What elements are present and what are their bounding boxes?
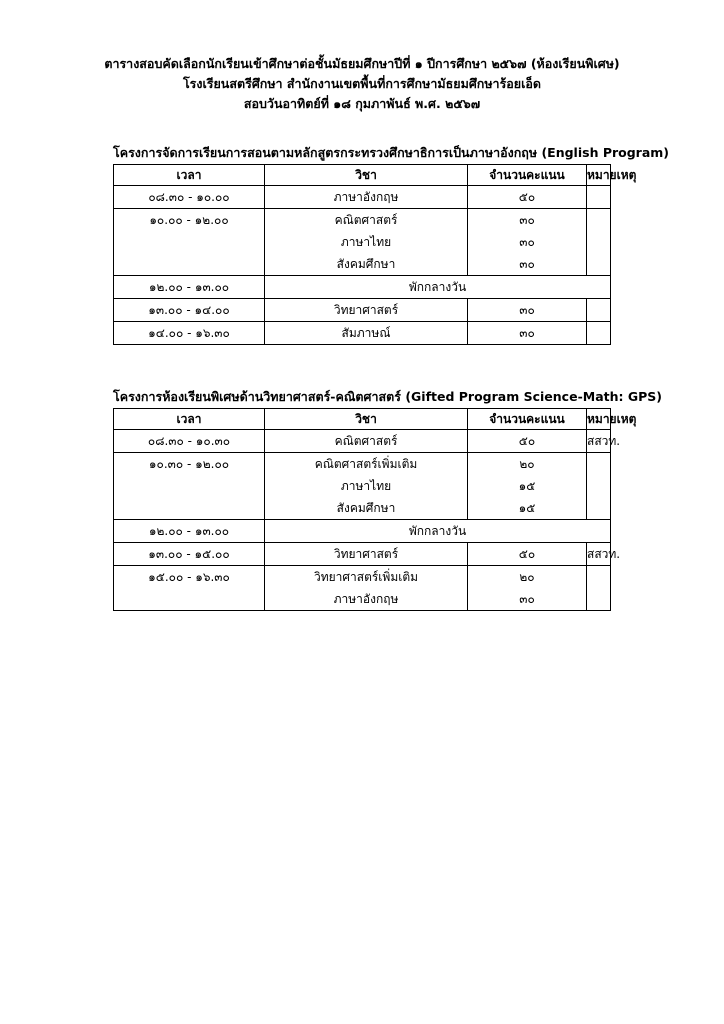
subject-name: คณิตศาสตร์	[334, 434, 398, 448]
score-cell	[468, 209, 587, 276]
time-cell	[114, 453, 265, 520]
column-header-note: หมายเหตุ	[587, 409, 611, 430]
note-text: สสวท.	[587, 434, 621, 448]
score-cell	[468, 566, 587, 611]
score-value: ๕๐	[518, 190, 536, 204]
table-header	[114, 409, 637, 430]
header-row	[114, 165, 611, 186]
table-row	[114, 430, 611, 453]
time-range: ๑๔.๐๐ - ๑๖.๓๐	[148, 326, 230, 340]
subject-name: สัมภาษณ์	[341, 326, 391, 340]
score-value: ๒๐	[519, 570, 535, 584]
column-header-time: เวลา	[114, 165, 265, 186]
score-cell	[468, 186, 587, 209]
header-title: ตารางสอบคัดเลือกนักเรียนเข้าศึกษาต่อชั้นมัธยมศึกษาปีที่ ๑ ปีการศึกษา ๒๕๖๗ (ห้องเรียนพิเศษ)	[104, 56, 620, 71]
note-text: สสวท.	[587, 547, 621, 561]
score-value: ๓๐	[519, 303, 535, 317]
note-cell	[587, 543, 621, 566]
time-range: ๑๒.๐๐ - ๑๓.๐๐	[148, 524, 230, 538]
time-range: ๐๘.๓๐ - ๑๐.๓๐	[147, 434, 231, 448]
score-value: ๕๐	[518, 547, 536, 561]
score-cell	[468, 543, 587, 566]
header-row	[114, 409, 611, 430]
note-cell	[587, 209, 611, 276]
table-row	[114, 209, 611, 276]
column-header-score: จำนวนคะแนน	[468, 165, 587, 186]
subject-cell	[265, 430, 468, 453]
note-cell	[587, 299, 611, 322]
subject-name: ภาษาอังกฤษ	[333, 592, 399, 606]
time-cell	[114, 566, 265, 611]
time-range: ๐๘.๓๐ - ๑๐.๐๐	[148, 190, 230, 204]
note-cell	[587, 430, 621, 453]
time-range: ๑๕.๐๐ - ๑๖.๓๐	[148, 570, 230, 584]
score-cell	[468, 322, 587, 345]
note-cell	[587, 453, 611, 520]
subject-name: สังคมศึกษา	[336, 501, 396, 515]
score-value: ๓๐	[519, 235, 535, 249]
subject-cell	[265, 543, 468, 566]
subject-name: ภาษาไทย	[340, 235, 392, 249]
column-header-note: หมายเหตุ	[587, 165, 611, 186]
time-cell	[114, 299, 265, 322]
note-text	[587, 566, 610, 588]
subject-cell	[265, 299, 468, 322]
subject-cell	[265, 209, 468, 276]
subject-cell	[265, 322, 468, 345]
subject-name: วิทยาศาสตร์เพิ่มเติม	[313, 570, 419, 584]
table-row	[114, 520, 611, 543]
column-header-score: จำนวนคะแนน	[468, 409, 587, 430]
subject-cell	[265, 566, 468, 611]
table-row	[114, 322, 611, 345]
score-value: ๒๐	[519, 457, 535, 471]
table-row	[114, 566, 611, 611]
time-cell	[114, 209, 265, 276]
document-header	[0, 54, 724, 114]
table-row	[114, 543, 611, 566]
score-value: ๓๐	[519, 326, 535, 340]
time-cell	[114, 543, 265, 566]
schedule-table-gifted-program	[113, 408, 637, 611]
header-exam-date: สอบวันอาทิตย์ที่ ๑๘ กุมภาพันธ์ พ.ศ. ๒๕๖๗	[243, 96, 481, 111]
note-cell	[587, 322, 611, 345]
score-value: ๓๐	[519, 592, 535, 606]
time-cell	[114, 520, 265, 543]
note-text	[587, 453, 610, 475]
column-header-subject: วิชา	[265, 165, 468, 186]
lunch-break-cell	[265, 520, 611, 543]
subject-cell	[265, 453, 468, 520]
table-body	[114, 186, 611, 345]
table-body	[114, 430, 621, 611]
score-value: ๕๐	[518, 434, 536, 448]
time-cell	[114, 276, 265, 299]
subject-name: วิทยาศาสตร์	[333, 303, 399, 317]
subject-name: วิทยาศาสตร์	[333, 547, 399, 561]
subject-name: คณิตศาสตร์	[334, 213, 398, 227]
time-range: ๑๐.๐๐ - ๑๒.๐๐	[149, 213, 229, 227]
column-header-time: เวลา	[114, 409, 265, 430]
time-range: ๑๒.๐๐ - ๑๓.๐๐	[148, 280, 230, 294]
note-text	[587, 299, 610, 321]
time-cell	[114, 430, 265, 453]
time-cell	[114, 322, 265, 345]
score-value: ๑๕	[518, 479, 536, 493]
lunch-break-label: พักกลางวัน	[408, 524, 467, 538]
score-cell	[468, 453, 587, 520]
time-range: ๑๐.๓๐ - ๑๒.๐๐	[148, 457, 230, 471]
score-value: ๓๐	[519, 257, 535, 271]
subject-name: คณิตศาสตร์เพิ่มเติม	[314, 457, 418, 471]
subject-name: สังคมศึกษา	[336, 257, 396, 271]
table-row	[114, 453, 611, 520]
time-cell	[114, 186, 265, 209]
note-cell	[587, 566, 611, 611]
lunch-break-cell	[265, 276, 611, 299]
note-text	[587, 186, 610, 208]
score-value: ๑๕	[518, 501, 536, 515]
table-row	[114, 276, 611, 299]
subject-name: ภาษาไทย	[340, 479, 392, 493]
subject-cell	[265, 186, 468, 209]
section-title-english-program: โครงการจัดการเรียนการสอนตามหลักสูตรกระทรวงศึกษาธิการเป็นภาษาอังกฤษ (English Program)	[113, 145, 670, 160]
section-title-gifted-program: โครงการห้องเรียนพิเศษด้านวิทยาศาสตร์-คณิตศาสตร์ (Gifted Program Science-Math: GPS)	[113, 389, 662, 404]
note-text	[587, 322, 610, 344]
lunch-break-label: พักกลางวัน	[408, 280, 467, 294]
time-range: ๑๓.๐๐ - ๑๕.๐๐	[148, 547, 230, 561]
time-range: ๑๓.๐๐ - ๑๔.๐๐	[148, 303, 230, 317]
score-cell	[468, 299, 587, 322]
header-school: โรงเรียนสตรีศึกษา สำนักงานเขตพื้นที่การศึกษามัธยมศึกษาร้อยเอ็ด	[182, 76, 542, 91]
column-header-subject: วิชา	[265, 409, 468, 430]
table-header	[114, 165, 637, 186]
note-cell	[587, 186, 611, 209]
score-value: ๓๐	[519, 213, 535, 227]
note-text	[587, 209, 610, 231]
score-cell	[468, 430, 587, 453]
subject-name: ภาษาอังกฤษ	[333, 190, 399, 204]
table-row	[114, 186, 611, 209]
schedule-table-english-program	[113, 164, 637, 345]
table-row	[114, 299, 611, 322]
